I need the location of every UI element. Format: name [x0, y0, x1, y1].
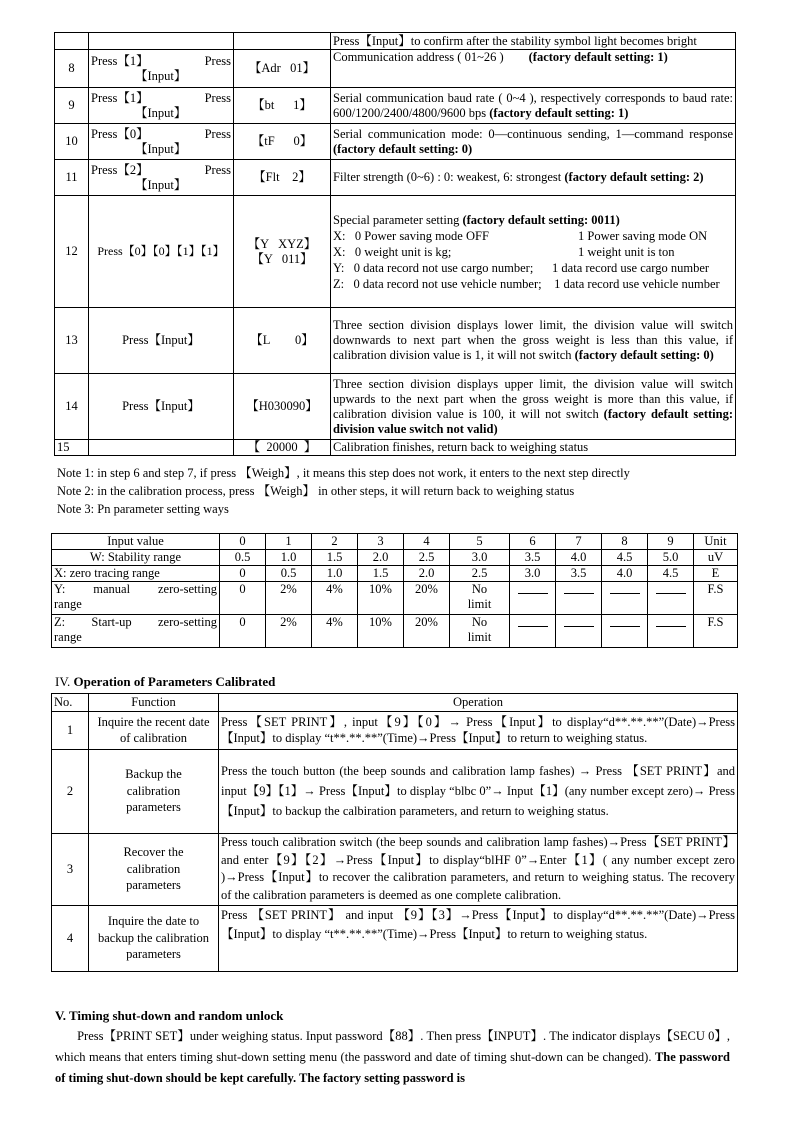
table-row: Y: manual zero-setting range 0 2% 4% 10% 20% No limit F.S [52, 582, 738, 615]
calibration-steps-table [54, 32, 736, 456]
table-row: Z: Start-up zero-setting range 0 2% 4% 10% 20% No limit F.S [52, 615, 738, 648]
table-row: 9 Press【1】 Press 【Input】 【bt 1】 Serial communication baud rate ( 0~4 ), respectively corresponds to baud rate: 600/1200/2400/4800/9600 bps (factory default setting: 1) [55, 88, 736, 124]
table-row: W: Stability range 0.5 1.0 1.5 2.0 2.5 3.0 3.5 4.0 4.5 5.0 uV [52, 550, 738, 566]
table-row: 1 Inquire the recent date of calibration Press【SET PRINT】, input【9】【0】→ Press【Input】to display“d**.**.**”(Date)→Press【Input】to display “t**.**.**”(Time)→Press【Input】to return to weighing status. [52, 711, 738, 749]
section-iv-heading: IV. Operation of Parameters Calibrated [55, 674, 276, 689]
table-row: 13 Press【Input】 【L 0】 Three section division displays lower limit, the division value will switch downwards to next part when the gross weight is less than this value, if calibration division value is 1, it will not switch (factory default setting: 0) [55, 308, 736, 374]
section-v-paragraph: Press【PRINT SET】under weighing status. Input password【88】. Then press【INPUT】. The indicator displays【SECU 0】, which means that enters timing shut-down setting menu (the password and date of timing shut-down can be changed). The password of timing shut-down should be kept carefully. The factory setting password is [55, 1029, 730, 1085]
table-row: 15 【 20000 】 Calibration finishes, return back to weighing status [55, 440, 736, 456]
section-v-heading: V. Timing shut-down and random unlock [55, 1008, 284, 1023]
table-header: Input value 0 1 2 3 4 5 6 7 8 9 Unit [52, 534, 738, 550]
pn-parameter-table [51, 533, 738, 648]
table-row: X: zero tracing range 0 0.5 1.0 1.5 2.0 2.5 3.0 3.5 4.0 4.5 E [52, 566, 738, 582]
table-row: 12 Press【0】【0】【1】【1】 【Y XYZ】 【Y 011】 Special parameter setting (factory default setting: 0011) X: 0 Power saving mode OFF 1 Power saving mode ON X: 0 weight unit is kg; 1 weight unit is ton Y: 0 data record not use cargo number; 1 data record use cargo number Z: 0 data record not use vehicle number; 1 data record use vehicle number [55, 196, 736, 308]
parameters-operation-table [51, 693, 738, 972]
table-row: 10 Press【0】 Press 【Input】 【tF 0】 Serial communication mode: 0—continuous sending, 1—command response (factory default setting: 0) [55, 124, 736, 160]
table-row: 14 Press【Input】 【H030090】 Three section division displays upper limit, the division value will switch upwards to the next part when the gross weight is more than this value, if calibration division value is 100, it will not switch (factory default setting: division value switch not valid) [55, 374, 736, 440]
note-1: Note 1: in step 6 and step 7, if press 【Weigh】, it means this step does not work, it enters to the next step directly [57, 466, 630, 480]
note-2: Note 2: in the calibration process, press 【Weigh】 in other steps, it will return back to weighing status [57, 484, 575, 498]
table-row: 8 Press【1】 Press 【Input】 【Adr 01】 Communication address ( 01~26 ) (factory default setting: 1) [55, 50, 736, 88]
step-7-operation: Press【Input】to confirm after the stability symbol light becomes bright [331, 33, 736, 50]
note-3: Note 3: Pn parameter setting ways [57, 502, 229, 516]
notes [57, 464, 630, 518]
table-row: 11 Press【2】 Press 【Input】 【Flt 2】 Filter strength (0~6) : 0: weakest, 6: strongest (factory default setting: 2) [55, 160, 736, 196]
table-row: 4 Inquire the date to backup the calibration parameters Press 【SET PRINT】 and input 【9】【3】→Press【Input】to display“d**.**.**”(Date)→Press【Input】to display “t**.**.**”(Time)→Press【Input】to return to weighing status. [52, 905, 738, 971]
table-row: 3 Recover the calibration parameters Press touch calibration switch (the beep sounds and calibration lamp fashes)→Press【SET PRINT】 and enter【9】【2】→Press【Input】to display“blHF 0”→Enter【1】( any number except zero )→Press【Input】to recover the calibration parameters, and return to weighing status. The recovery of the calibration parameters is deemed as one complete calibration. [52, 833, 738, 905]
table-header: No. Function Operation [52, 694, 738, 712]
table-row: 2 Backup the calibration parameters Press the touch button (the beep sounds and calibration lamp fashes) → Press 【SET PRINT】and input【9】【1】→ Press【Input】to display “blbc 0”→ Input【1】(any number except zero)→ Press【Input】to backup the calbiration parameters, and return to weighing status. [52, 749, 738, 833]
